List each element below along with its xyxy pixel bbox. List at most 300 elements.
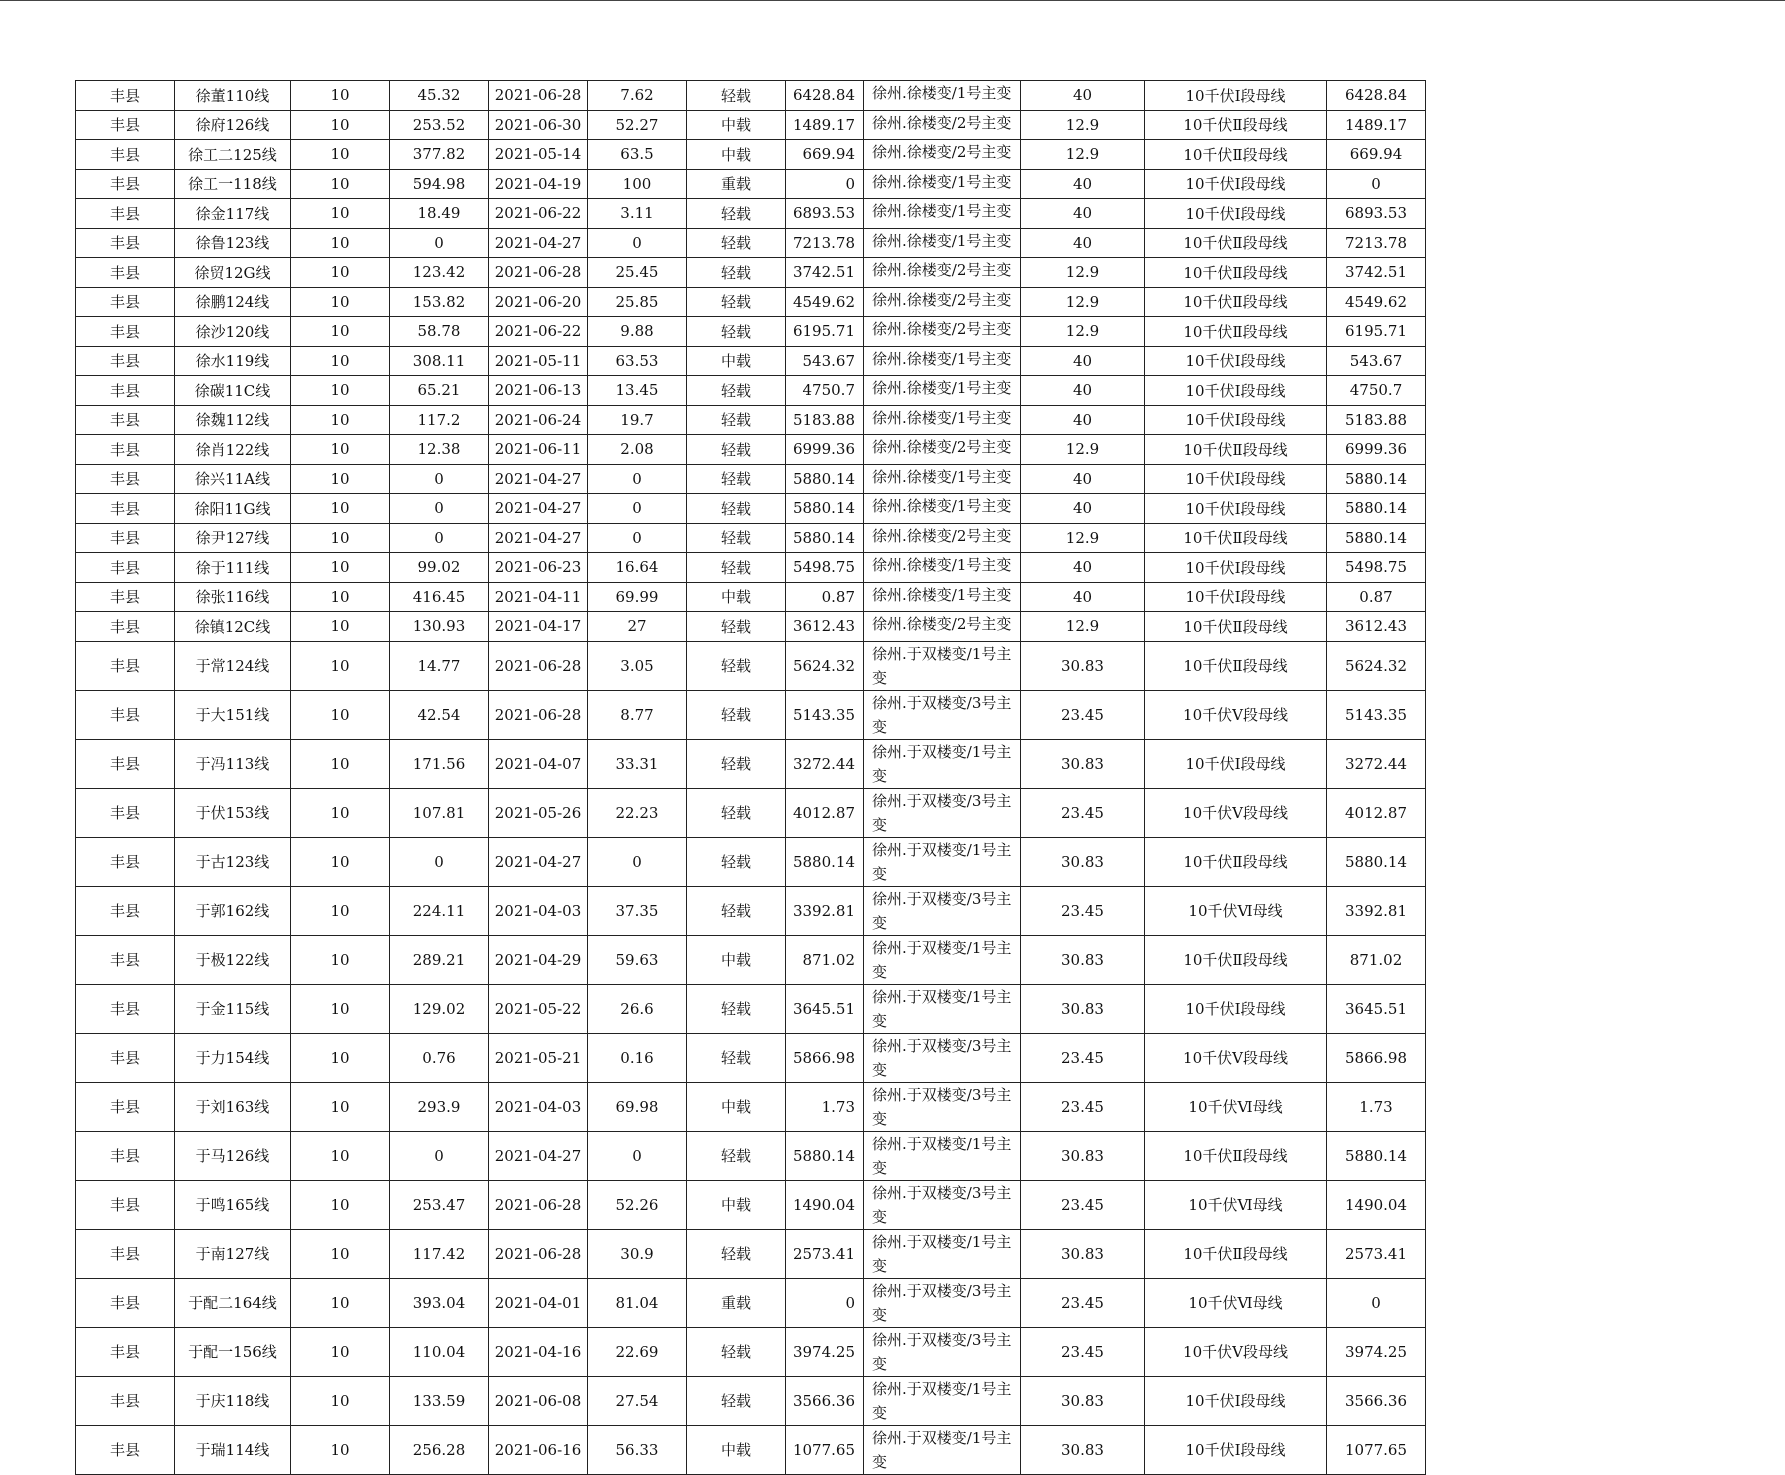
cell-load: 110.04 [390,1327,489,1376]
cell-load: 0 [390,464,489,494]
cell-date: 2021-05-11 [489,346,588,376]
table-row [76,1425,1426,1474]
cell-voltage: 10 [291,582,390,612]
cell-load: 153.82 [390,287,489,317]
cell-voltage: 10 [291,140,390,170]
cell-available-capacity: 5866.98 [786,1033,864,1082]
cell-substation-transformer: 徐州.徐楼变/2号主变 [864,523,1021,553]
cell-transformer-capacity: 40 [1021,169,1145,199]
cell-date: 2021-06-23 [489,553,588,583]
cell-voltage: 10 [291,1327,390,1376]
cell-line-name: 于力154线 [175,1033,291,1082]
cell-voltage: 10 [291,1180,390,1229]
cell-load: 171.56 [390,739,489,788]
cell-available-capacity: 5183.88 [786,405,864,435]
cell-remaining-capacity: 0 [1327,1278,1426,1327]
cell-remaining-capacity: 5880.14 [1327,523,1426,553]
cell-substation-transformer: 徐州.于双楼变/3号主变 [864,1327,1021,1376]
cell-date: 2021-04-17 [489,612,588,642]
cell-county: 丰县 [76,376,175,406]
cell-bus: 10千伏Ⅰ段母线 [1145,376,1327,406]
cell-transformer-capacity: 40 [1021,405,1145,435]
cell-date: 2021-04-27 [489,523,588,553]
cell-line-name: 于常124线 [175,641,291,690]
cell-line-name: 于马126线 [175,1131,291,1180]
cell-bus: 10千伏Ⅰ段母线 [1145,739,1327,788]
cell-available-capacity: 5498.75 [786,553,864,583]
cell-bus: 10千伏Ⅰ段母线 [1145,199,1327,229]
cell-voltage: 10 [291,837,390,886]
cell-load-rate: 52.27 [588,110,687,140]
cell-date: 2021-06-22 [489,317,588,347]
cell-substation-transformer: 徐州.于双楼变/3号主变 [864,690,1021,739]
cell-load-rate: 26.6 [588,984,687,1033]
cell-available-capacity: 3742.51 [786,258,864,288]
cell-load-level: 轻载 [687,494,786,524]
cell-substation-transformer: 徐州.徐楼变/1号主变 [864,346,1021,376]
cell-transformer-capacity: 12.9 [1021,258,1145,288]
cell-date: 2021-04-27 [489,228,588,258]
cell-line-name: 于大151线 [175,690,291,739]
table-row [76,435,1426,465]
cell-county: 丰县 [76,464,175,494]
cell-remaining-capacity: 5880.14 [1327,464,1426,494]
cell-voltage: 10 [291,199,390,229]
table-row [76,788,1426,837]
cell-load-level: 轻载 [687,788,786,837]
cell-load: 224.11 [390,886,489,935]
cell-available-capacity: 5143.35 [786,690,864,739]
cell-bus: 10千伏Ⅴ段母线 [1145,1327,1327,1376]
cell-load: 0 [390,837,489,886]
cell-line-name: 于金115线 [175,984,291,1033]
cell-county: 丰县 [76,582,175,612]
cell-county: 丰县 [76,1131,175,1180]
table-row [76,1278,1426,1327]
cell-bus: 10千伏Ⅱ段母线 [1145,258,1327,288]
cell-county: 丰县 [76,788,175,837]
cell-line-name: 徐府126线 [175,110,291,140]
cell-line-name: 于郭162线 [175,886,291,935]
cell-transformer-capacity: 23.45 [1021,690,1145,739]
cell-load-level: 轻载 [687,1229,786,1278]
cell-date: 2021-06-08 [489,1376,588,1425]
cell-bus: 10千伏Ⅱ段母线 [1145,110,1327,140]
table-row [76,169,1426,199]
cell-available-capacity: 3566.36 [786,1376,864,1425]
page-top-border [0,0,1785,1]
cell-load-rate: 56.33 [588,1425,687,1474]
cell-line-name: 徐工二125线 [175,140,291,170]
cell-load-level: 重载 [687,169,786,199]
cell-line-name: 徐肖122线 [175,435,291,465]
cell-bus: 10千伏Ⅰ段母线 [1145,81,1327,111]
cell-substation-transformer: 徐州.于双楼变/1号主变 [864,935,1021,984]
cell-available-capacity: 0.87 [786,582,864,612]
table-row [76,553,1426,583]
cell-date: 2021-06-28 [489,81,588,111]
cell-date: 2021-04-27 [489,837,588,886]
cell-transformer-capacity: 23.45 [1021,788,1145,837]
cell-transformer-capacity: 40 [1021,553,1145,583]
cell-load-rate: 3.05 [588,641,687,690]
table-row [76,984,1426,1033]
cell-substation-transformer: 徐州.徐楼变/1号主变 [864,582,1021,612]
table-row [76,837,1426,886]
cell-county: 丰县 [76,287,175,317]
cell-bus: 10千伏Ⅱ段母线 [1145,935,1327,984]
cell-bus: 10千伏Ⅱ段母线 [1145,1131,1327,1180]
table-row [76,739,1426,788]
cell-voltage: 10 [291,346,390,376]
cell-date: 2021-05-22 [489,984,588,1033]
cell-date: 2021-05-21 [489,1033,588,1082]
cell-substation-transformer: 徐州.于双楼变/3号主变 [864,1033,1021,1082]
cell-available-capacity: 1489.17 [786,110,864,140]
cell-transformer-capacity: 12.9 [1021,523,1145,553]
cell-available-capacity: 1490.04 [786,1180,864,1229]
cell-date: 2021-06-28 [489,1180,588,1229]
cell-remaining-capacity: 3566.36 [1327,1376,1426,1425]
cell-county: 丰县 [76,1327,175,1376]
cell-bus: 10千伏Ⅰ段母线 [1145,169,1327,199]
cell-available-capacity: 4750.7 [786,376,864,406]
table-row [76,612,1426,642]
cell-remaining-capacity: 4549.62 [1327,287,1426,317]
cell-load: 130.93 [390,612,489,642]
cell-transformer-capacity: 30.83 [1021,1131,1145,1180]
cell-load: 58.78 [390,317,489,347]
cell-line-name: 于冯113线 [175,739,291,788]
cell-load-rate: 16.64 [588,553,687,583]
cell-substation-transformer: 徐州.徐楼变/1号主变 [864,494,1021,524]
cell-bus: 10千伏Ⅱ段母线 [1145,228,1327,258]
cell-load-level: 轻载 [687,612,786,642]
cell-bus: 10千伏Ⅱ段母线 [1145,435,1327,465]
cell-load-level: 轻载 [687,287,786,317]
cell-load: 0 [390,523,489,553]
cell-load: 107.81 [390,788,489,837]
cell-date: 2021-06-11 [489,435,588,465]
cell-load: 393.04 [390,1278,489,1327]
cell-voltage: 10 [291,690,390,739]
cell-substation-transformer: 徐州.徐楼变/1号主变 [864,405,1021,435]
cell-county: 丰县 [76,346,175,376]
cell-available-capacity: 5880.14 [786,494,864,524]
cell-date: 2021-04-29 [489,935,588,984]
cell-bus: 10千伏Ⅰ段母线 [1145,984,1327,1033]
cell-load: 594.98 [390,169,489,199]
cell-bus: 10千伏Ⅵ母线 [1145,1278,1327,1327]
cell-county: 丰县 [76,690,175,739]
table-row [76,1229,1426,1278]
cell-line-name: 于极122线 [175,935,291,984]
cell-load-rate: 0.16 [588,1033,687,1082]
cell-available-capacity: 2573.41 [786,1229,864,1278]
cell-date: 2021-04-03 [489,886,588,935]
cell-substation-transformer: 徐州.徐楼变/1号主变 [864,81,1021,111]
cell-remaining-capacity: 3392.81 [1327,886,1426,935]
cell-transformer-capacity: 12.9 [1021,612,1145,642]
table-row [76,464,1426,494]
cell-load: 308.11 [390,346,489,376]
cell-bus: 10千伏Ⅱ段母线 [1145,140,1327,170]
cell-load-rate: 27.54 [588,1376,687,1425]
cell-load-rate: 33.31 [588,739,687,788]
table-row [76,494,1426,524]
cell-voltage: 10 [291,641,390,690]
cell-remaining-capacity: 7213.78 [1327,228,1426,258]
cell-county: 丰县 [76,553,175,583]
table-row [76,228,1426,258]
table-row [76,1180,1426,1229]
cell-remaining-capacity: 3612.43 [1327,612,1426,642]
cell-county: 丰县 [76,1376,175,1425]
cell-voltage: 10 [291,1229,390,1278]
cell-county: 丰县 [76,258,175,288]
cell-voltage: 10 [291,1278,390,1327]
cell-available-capacity: 669.94 [786,140,864,170]
cell-date: 2021-04-01 [489,1278,588,1327]
cell-date: 2021-06-24 [489,405,588,435]
cell-load-rate: 30.9 [588,1229,687,1278]
table-row [76,346,1426,376]
cell-date: 2021-06-28 [489,641,588,690]
cell-load: 45.32 [390,81,489,111]
cell-county: 丰县 [76,317,175,347]
cell-line-name: 徐沙120线 [175,317,291,347]
cell-remaining-capacity: 6999.36 [1327,435,1426,465]
cell-voltage: 10 [291,1033,390,1082]
cell-voltage: 10 [291,553,390,583]
cell-bus: 10千伏Ⅵ母线 [1145,886,1327,935]
cell-remaining-capacity: 5624.32 [1327,641,1426,690]
cell-transformer-capacity: 40 [1021,494,1145,524]
cell-load: 289.21 [390,935,489,984]
table-row [76,1376,1426,1425]
cell-line-name: 于配一156线 [175,1327,291,1376]
cell-remaining-capacity: 0 [1327,169,1426,199]
cell-available-capacity: 871.02 [786,935,864,984]
cell-bus: 10千伏Ⅵ母线 [1145,1180,1327,1229]
cell-voltage: 10 [291,1082,390,1131]
cell-available-capacity: 3392.81 [786,886,864,935]
cell-load: 416.45 [390,582,489,612]
cell-voltage: 10 [291,317,390,347]
cell-load-level: 轻载 [687,1327,786,1376]
cell-transformer-capacity: 30.83 [1021,1229,1145,1278]
table-body [76,81,1426,1475]
cell-available-capacity: 7213.78 [786,228,864,258]
cell-county: 丰县 [76,494,175,524]
cell-voltage: 10 [291,935,390,984]
cell-load: 256.28 [390,1425,489,1474]
cell-transformer-capacity: 12.9 [1021,140,1145,170]
cell-load: 133.59 [390,1376,489,1425]
cell-county: 丰县 [76,1033,175,1082]
cell-voltage: 10 [291,169,390,199]
cell-substation-transformer: 徐州.徐楼变/1号主变 [864,376,1021,406]
cell-load: 117.2 [390,405,489,435]
cell-load-rate: 0 [588,464,687,494]
cell-load: 293.9 [390,1082,489,1131]
cell-transformer-capacity: 23.45 [1021,886,1145,935]
table-row [76,110,1426,140]
cell-county: 丰县 [76,984,175,1033]
cell-line-name: 于古123线 [175,837,291,886]
cell-load: 12.38 [390,435,489,465]
cell-bus: 10千伏Ⅱ段母线 [1145,287,1327,317]
cell-substation-transformer: 徐州.于双楼变/1号主变 [864,1229,1021,1278]
cell-line-name: 徐张116线 [175,582,291,612]
cell-voltage: 10 [291,228,390,258]
cell-load-rate: 37.35 [588,886,687,935]
cell-load-level: 中载 [687,1425,786,1474]
cell-date: 2021-04-07 [489,739,588,788]
cell-bus: 10千伏Ⅰ段母线 [1145,582,1327,612]
cell-bus: 10千伏Ⅱ段母线 [1145,612,1327,642]
cell-substation-transformer: 徐州.于双楼变/3号主变 [864,788,1021,837]
table-row [76,641,1426,690]
cell-substation-transformer: 徐州.徐楼变/2号主变 [864,287,1021,317]
cell-substation-transformer: 徐州.于双楼变/1号主变 [864,984,1021,1033]
cell-substation-transformer: 徐州.徐楼变/1号主变 [864,199,1021,229]
table-row [76,1082,1426,1131]
cell-load-rate: 8.77 [588,690,687,739]
cell-line-name: 徐贸12G线 [175,258,291,288]
cell-transformer-capacity: 23.45 [1021,1033,1145,1082]
cell-substation-transformer: 徐州.于双楼变/1号主变 [864,641,1021,690]
cell-load: 0 [390,228,489,258]
cell-line-name: 徐尹127线 [175,523,291,553]
table-row [76,582,1426,612]
cell-date: 2021-04-03 [489,1082,588,1131]
cell-transformer-capacity: 40 [1021,346,1145,376]
cell-load: 117.42 [390,1229,489,1278]
cell-bus: 10千伏Ⅱ段母线 [1145,641,1327,690]
cell-load-level: 轻载 [687,837,786,886]
cell-bus: 10千伏Ⅵ母线 [1145,1082,1327,1131]
cell-load-rate: 19.7 [588,405,687,435]
cell-county: 丰县 [76,169,175,199]
cell-load-rate: 0 [588,228,687,258]
cell-transformer-capacity: 40 [1021,228,1145,258]
cell-county: 丰县 [76,1082,175,1131]
table-row [76,1033,1426,1082]
cell-transformer-capacity: 23.45 [1021,1327,1145,1376]
cell-voltage: 10 [291,110,390,140]
cell-load: 14.77 [390,641,489,690]
cell-load-rate: 0 [588,837,687,886]
cell-remaining-capacity: 5880.14 [1327,1131,1426,1180]
cell-transformer-capacity: 30.83 [1021,1376,1145,1425]
cell-transformer-capacity: 30.83 [1021,641,1145,690]
cell-remaining-capacity: 0.87 [1327,582,1426,612]
cell-transformer-capacity: 12.9 [1021,110,1145,140]
cell-date: 2021-04-19 [489,169,588,199]
cell-load: 253.52 [390,110,489,140]
cell-remaining-capacity: 1.73 [1327,1082,1426,1131]
cell-substation-transformer: 徐州.徐楼变/2号主变 [864,435,1021,465]
cell-load-level: 中载 [687,110,786,140]
cell-available-capacity: 6893.53 [786,199,864,229]
cell-substation-transformer: 徐州.于双楼变/1号主变 [864,1131,1021,1180]
cell-available-capacity: 6195.71 [786,317,864,347]
cell-remaining-capacity: 5880.14 [1327,837,1426,886]
cell-load-rate: 25.45 [588,258,687,288]
table-row [76,523,1426,553]
cell-substation-transformer: 徐州.徐楼变/1号主变 [864,553,1021,583]
cell-bus: 10千伏Ⅰ段母线 [1145,1376,1327,1425]
cell-line-name: 于伏153线 [175,788,291,837]
cell-county: 丰县 [76,140,175,170]
cell-date: 2021-06-28 [489,690,588,739]
cell-voltage: 10 [291,984,390,1033]
cell-bus: 10千伏Ⅱ段母线 [1145,317,1327,347]
cell-county: 丰县 [76,523,175,553]
cell-transformer-capacity: 30.83 [1021,984,1145,1033]
cell-transformer-capacity: 30.83 [1021,837,1145,886]
cell-load-rate: 22.23 [588,788,687,837]
cell-load-level: 轻载 [687,553,786,583]
cell-county: 丰县 [76,1180,175,1229]
cell-load-level: 轻载 [687,317,786,347]
cell-remaining-capacity: 2573.41 [1327,1229,1426,1278]
cell-available-capacity: 5880.14 [786,464,864,494]
cell-voltage: 10 [291,435,390,465]
cell-transformer-capacity: 23.45 [1021,1180,1145,1229]
cell-bus: 10千伏Ⅰ段母线 [1145,1425,1327,1474]
cell-substation-transformer: 徐州.于双楼变/1号主变 [864,837,1021,886]
table-row [76,258,1426,288]
cell-transformer-capacity: 40 [1021,582,1145,612]
cell-remaining-capacity: 1077.65 [1327,1425,1426,1474]
cell-line-name: 徐于111线 [175,553,291,583]
cell-transformer-capacity: 12.9 [1021,435,1145,465]
cell-bus: 10千伏Ⅰ段母线 [1145,346,1327,376]
cell-bus: 10千伏Ⅱ段母线 [1145,1229,1327,1278]
cell-load-level: 轻载 [687,464,786,494]
cell-substation-transformer: 徐州.于双楼变/3号主变 [864,1278,1021,1327]
table-row [76,886,1426,935]
cell-substation-transformer: 徐州.徐楼变/1号主变 [864,228,1021,258]
cell-county: 丰县 [76,837,175,886]
cell-load: 0 [390,494,489,524]
cell-load-level: 轻载 [687,81,786,111]
cell-load-level: 中载 [687,346,786,376]
cell-transformer-capacity: 40 [1021,199,1145,229]
cell-load-rate: 59.63 [588,935,687,984]
cell-county: 丰县 [76,110,175,140]
table-row [76,405,1426,435]
cell-date: 2021-06-16 [489,1425,588,1474]
cell-transformer-capacity: 23.45 [1021,1082,1145,1131]
cell-line-name: 于刘163线 [175,1082,291,1131]
cell-date: 2021-06-22 [489,199,588,229]
cell-available-capacity: 3272.44 [786,739,864,788]
cell-load-rate: 0 [588,523,687,553]
cell-substation-transformer: 徐州.于双楼变/1号主变 [864,1425,1021,1474]
cell-voltage: 10 [291,612,390,642]
cell-line-name: 徐阳11G线 [175,494,291,524]
cell-bus: 10千伏Ⅱ段母线 [1145,837,1327,886]
cell-load-level: 中载 [687,1082,786,1131]
cell-date: 2021-05-26 [489,788,588,837]
cell-date: 2021-06-20 [489,287,588,317]
cell-load-level: 轻载 [687,886,786,935]
cell-substation-transformer: 徐州.徐楼变/2号主变 [864,612,1021,642]
cell-date: 2021-04-11 [489,582,588,612]
